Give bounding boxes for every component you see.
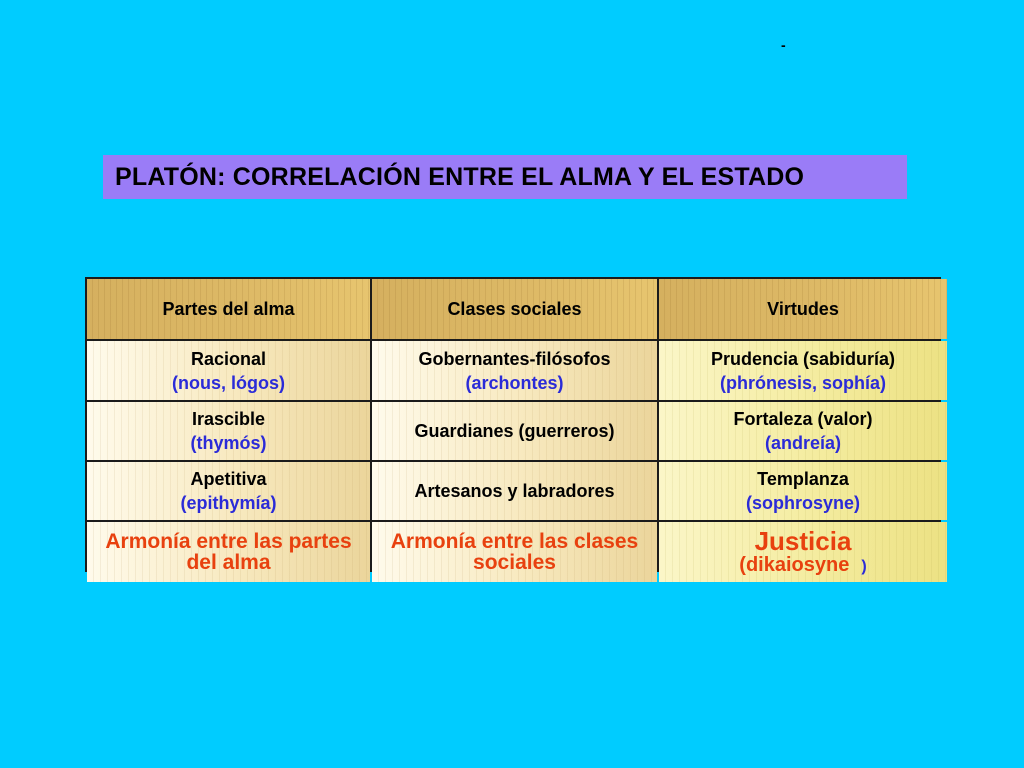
table-cell-virtud-prudencia bbox=[659, 341, 947, 400]
cell-primary-text: Templanza bbox=[757, 469, 849, 489]
cell-primary-text: Artesanos y labradores bbox=[414, 481, 615, 501]
title-box bbox=[103, 155, 907, 199]
cell-secondary-text: (andreía) bbox=[764, 433, 842, 453]
cell-primary-text: Prudencia (sabiduría) bbox=[710, 348, 896, 369]
table-cell-armonia-clases bbox=[372, 522, 657, 582]
cell-secondary-text: (archontes) bbox=[465, 372, 564, 393]
slide-marker: - bbox=[781, 37, 786, 53]
cell-secondary-text: del alma bbox=[186, 551, 271, 574]
cell-secondary-text: (thymós) bbox=[190, 433, 267, 453]
open-paren: ( bbox=[739, 554, 746, 576]
correlation-table bbox=[85, 277, 941, 576]
table-cell-clase-artesanos bbox=[372, 462, 657, 520]
cell-secondary-text: (nous, lógos) bbox=[172, 372, 285, 393]
cell-primary-text: Armonía entre las clases bbox=[390, 530, 639, 553]
table-cell-virtud-templanza bbox=[659, 462, 947, 520]
table-cell-virtud-fortaleza bbox=[659, 402, 947, 460]
cell-secondary-text: (epithymía) bbox=[180, 493, 277, 513]
cell-secondary-text: sociales bbox=[473, 551, 556, 574]
cell-primary-text: Fortaleza (valor) bbox=[733, 409, 873, 429]
table-cell-justicia bbox=[659, 522, 947, 582]
dikaiosyne-label bbox=[739, 554, 866, 578]
justicia-label: Justicia bbox=[754, 526, 852, 556]
close-paren: ) bbox=[861, 558, 867, 575]
table-cell-clase-gobernantes bbox=[372, 341, 657, 400]
cell-secondary-text: (phrónesis, sophía) bbox=[719, 372, 887, 393]
table-cell-armonia-alma bbox=[87, 522, 370, 582]
cell-primary-text: Apetitiva bbox=[190, 469, 267, 489]
table-cell-alma-racional bbox=[87, 341, 370, 400]
cell-primary-text: Armonía entre las partes bbox=[105, 530, 352, 553]
header-partes-alma: Partes del alma bbox=[87, 279, 370, 339]
cell-primary-text: Racional bbox=[190, 348, 267, 369]
table-cell-clase-guardianes bbox=[372, 402, 657, 460]
slide-title: PLATÓN: CORRELACIÓN ENTRE EL ALMA Y EL ESTADO bbox=[115, 162, 805, 191]
table-cell-alma-apetitiva bbox=[87, 462, 370, 520]
dikaiosyne-text: dikaiosyne bbox=[745, 554, 850, 576]
cell-secondary-text: (sophrosyne) bbox=[745, 493, 860, 513]
cell-primary-text: Irascible bbox=[191, 409, 266, 429]
cell-primary-text: Guardianes (guerreros) bbox=[414, 421, 615, 441]
cell-primary-text: Gobernantes-filósofos bbox=[418, 348, 611, 369]
table-cell-alma-irascible bbox=[87, 402, 370, 460]
header-virtudes: Virtudes bbox=[659, 279, 947, 339]
header-clases-sociales: Clases sociales bbox=[372, 279, 657, 339]
